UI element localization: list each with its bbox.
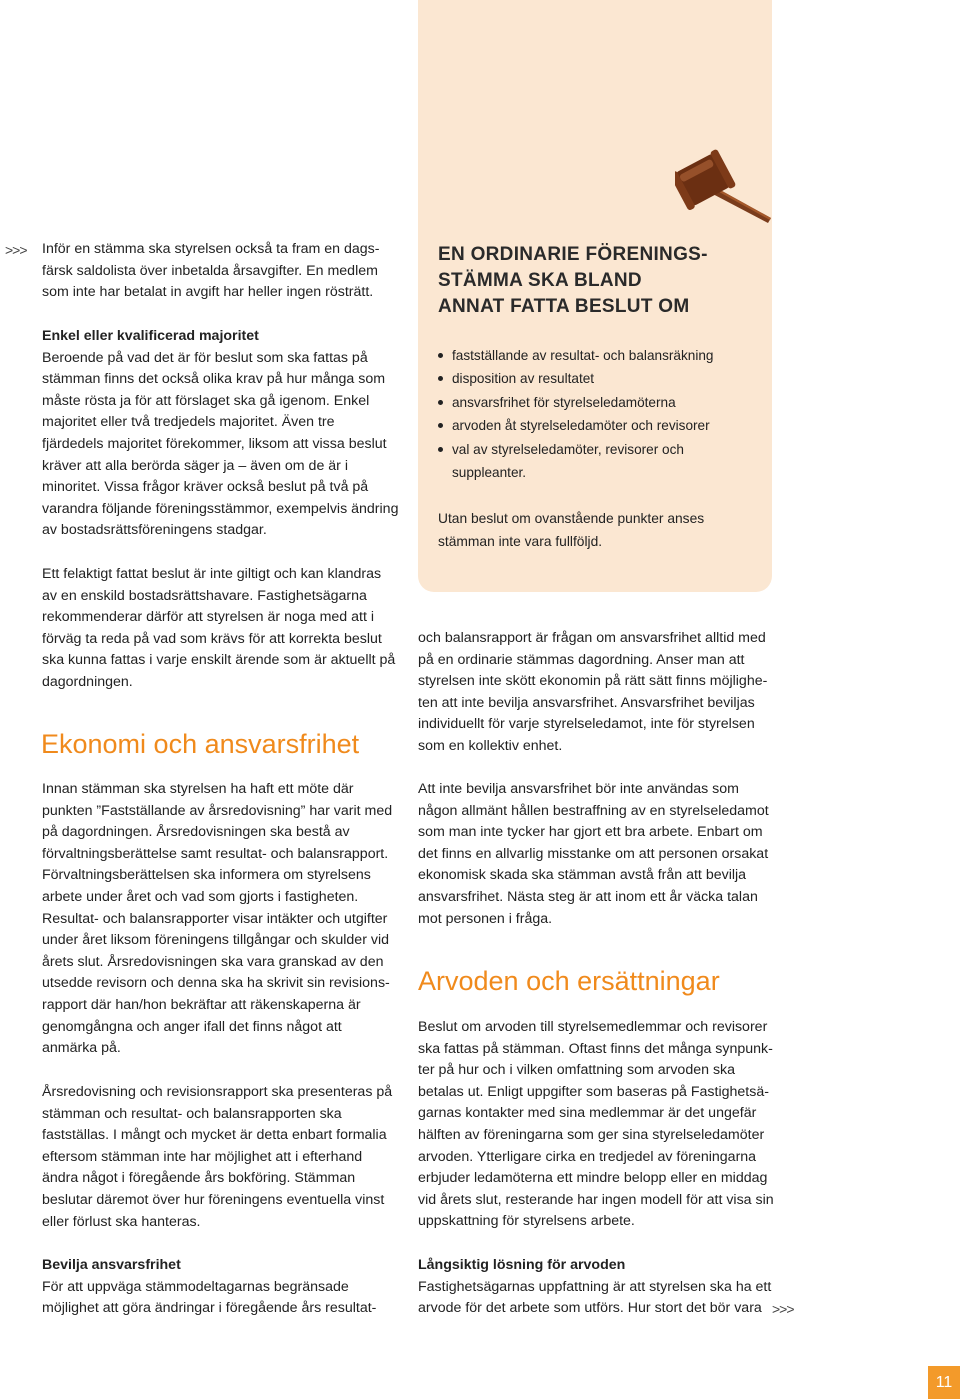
text-line: beslutar däremot över hur föreningens eventuella vinst [42, 1191, 385, 1208]
text-line: punkten ”Fastställande av årsredovisning” har varit med [42, 802, 393, 819]
panel-title-line: STÄMMA SKA BLAND [438, 270, 642, 291]
text-line: betalas ut. Enligt uppgifter som baseras på Fastighetsä- [418, 1083, 769, 1100]
section-heading-fees: Arvoden och ersättningar [418, 966, 720, 996]
text-line: ska fattas på stämman. Oftast finns det många synpunk- [418, 1040, 773, 1057]
text-line: Beroende på vad det är för beslut som ska fattas på [42, 349, 368, 366]
text-line: eller förlust ska hanteras. [42, 1213, 201, 1230]
text-line: ter på hur och i vilken omfattning som arvoden ska [418, 1062, 736, 1079]
text-line: som man inte tycker har gjort ett bra arbete. Enbart om [418, 824, 763, 841]
text-line: kräver att alla berörda säger ja – även om de är i [42, 457, 348, 474]
text-line: ekonomisk skada ska stämman avstå från att bevilja [418, 867, 747, 884]
text-line: färsk saldolista över inbetalda årsavgifter. En medlem [42, 262, 378, 279]
text-line: mot personen i fråga. [418, 910, 553, 927]
text-line: Beslut om arvoden till styrelsemedlemmar och revisorer [418, 1019, 768, 1035]
text-line: minoritet. Vissa frågor kräver också beslut på två på [42, 479, 369, 496]
text-line: ten att inte bevilja ansvarsfrihet. Ansvarsfrihet beviljas [418, 694, 755, 711]
text-line: möjlighet att göra ändringar i föregående års resultat- [42, 1300, 377, 1317]
text-line: ska kunna fattas i varje enskilt ärende som är aktuellt på [42, 652, 396, 669]
continue-arrows-right: >>> [772, 1301, 794, 1317]
panel-title-line: ANNAT FATTA BESLUT OM [438, 296, 690, 317]
text-line: Fastighetsägarnas uppfattning är att styrelsen ska ha ett [418, 1278, 772, 1295]
text-line: anmärka på. [42, 1040, 121, 1057]
text-line: som inte har betalat in avgift har heller ingen rösträtt. [42, 284, 374, 301]
text-line: vid årets slut, resterande har ingen modell för att visa sin [418, 1191, 774, 1208]
text-line: Förvaltningsberättelsen ska informera om styrelsens [42, 867, 371, 884]
text-line: eftersom stämman inte har möjlighet att i efterhand [42, 1148, 363, 1165]
economy-paragraph [42, 779, 417, 1060]
panel-list-item: ansvarsfrihet för styrelseledamöterna [438, 391, 758, 414]
text-line: genomgångna och anger ifall det finns något att [42, 1018, 342, 1035]
text-line: erbjuder ledamöterna ett mindre belopp eller en middag [418, 1170, 768, 1187]
longterm-section [418, 1255, 798, 1320]
text-line: arvoden. Ytterligare cirka en tredjedel av föreningarna [418, 1148, 757, 1165]
text-line: på dagordningen. Årsredovisningen ska bestå av [42, 824, 350, 841]
text-line: uppskattning för styrelsens arbete. [418, 1213, 635, 1230]
text-line: Inför en stämma ska styrelsen också ta fram en dags- [42, 241, 380, 257]
fees-paragraph [418, 1017, 798, 1233]
text-line: av bostadsrättsföreningens stadgar. [42, 522, 267, 539]
continue-arrows-left: >>> [5, 242, 27, 258]
balance-paragraph [418, 628, 798, 758]
text-line: varandra följande föreningsstämmor, exempelvis ändring [42, 500, 399, 517]
section-heading-economy: Ekonomi och ansvarsfrihet [41, 729, 360, 759]
page-number: 11 [928, 1366, 960, 1399]
majority-heading: Enkel eller kvalificerad majoritet [42, 328, 259, 344]
text-line: som en kollektiv enhet. [418, 737, 563, 754]
text-line: utsedde revisorn och denna ska ha skrivit sin revisions- [42, 975, 390, 992]
text-line: under året liksom föreningens tillgångar och skulder vid [42, 932, 389, 949]
text-line: det finns en allvarlig misstanke om att personen orsakat [418, 845, 769, 862]
grant-heading: Bevilja ansvarsfrihet [42, 1257, 181, 1273]
panel-list-item: arvoden åt styrelseledamöter och revisorer [438, 414, 758, 437]
panel-list-item: disposition av resultatet [438, 367, 758, 390]
grant-section [42, 1255, 417, 1320]
majority-section [42, 326, 417, 542]
text-line: på en ordinarie stämmas dagordning. Anser man att [418, 651, 745, 668]
text-line: Att inte bevilja ansvarsfrihet bör inte användas som [418, 781, 739, 797]
text-line: rekommenderar därför att styrelsen är noga med att i [42, 609, 374, 626]
text-line: årets slut. Årsredovisningen ska vara granskad av den [42, 953, 384, 970]
text-line: dagordningen. [42, 673, 133, 690]
text-line: måste rösta ja för att förslaget ska gå igenom. Enkel [42, 392, 370, 409]
panel-list [438, 344, 758, 484]
text-line: styrelsen inte skött ekonomin på rätt sätt finns möjlighe- [418, 673, 768, 690]
invalid-decision-paragraph [42, 564, 417, 694]
text-line: Ett felaktigt fattat beslut är inte giltigt och kan klandras [42, 566, 382, 582]
text-line: förväg ta reda på vad som krävs för att korrekta beslut [42, 630, 382, 647]
text-line: och balansrapport är frågan om ansvarsfrihet alltid med [418, 630, 766, 646]
longterm-heading: Långsiktig lösning för arvoden [418, 1257, 626, 1273]
panel-note [438, 507, 748, 553]
text-line: arvode för det arbete som utförs. Hur stort det bör vara [418, 1300, 762, 1317]
not-grant-paragraph [418, 779, 798, 930]
gavel-icon [675, 142, 775, 237]
text-line: stämman inte vara fullföljd. [438, 534, 603, 549]
intro-paragraph [42, 239, 412, 304]
text-line: förvaltningsberättelse samt resultat- och balansrapport. [42, 845, 389, 862]
text-line: rapport där han/hon bekräftar att räkenskaperna är [42, 996, 361, 1013]
text-line: Resultat- och balansrapporter visar intäkter och utgifter [42, 910, 388, 927]
panel-list-item: fastställande av resultat- och balansräkning [438, 344, 758, 367]
text-line: individuellt för varje styrelseledamot, inte för styrelsen [418, 716, 755, 733]
text-line: någon allmänt hållen bestraffning av en styrelseledamot [418, 802, 769, 819]
text-line: För att uppväga stämmodeltagarnas begränsade [42, 1278, 349, 1295]
text-line: ansvarsfrihet. Nästa steg är att inom ett år väcka talan [418, 888, 758, 905]
text-line: Innan stämman ska styrelsen ha haft ett möte där [42, 781, 354, 797]
text-line: fastställas. I mångt och mycket är detta enbart formalia [42, 1127, 387, 1144]
text-line: ändra något i föregående års bokföring. Stämman [42, 1170, 356, 1187]
text-line: majoritet eller två tredjedels majoritet. Även tre [42, 414, 335, 431]
text-line: garnas kontakter med sina medlemmar är det ungefär [418, 1105, 757, 1122]
panel-list-item: val av styrelseledamöter, revisorer och suppleanter. [438, 438, 702, 485]
text-line: stämman och resultat- och balansrapporten ska [42, 1105, 342, 1122]
text-line: av en enskild bostadsrättshavare. Fastighetsägarna [42, 587, 367, 604]
text-line: Utan beslut om ovanstående punkter anses [438, 511, 705, 526]
text-line: fjärdedels majoritet förekommer, liksom att vissa beslut [42, 435, 387, 452]
text-line: Årsredovisning och revisionsrapport ska presenteras på [42, 1084, 393, 1100]
presented-paragraph [42, 1082, 417, 1233]
panel-title-line: EN ORDINARIE FÖRENINGS- [438, 244, 708, 265]
text-line: arbete under året och vad som gjorts i fastigheten. [42, 888, 359, 905]
text-line: hälften av föreningarna som ger sina styrelseledamöter [418, 1126, 765, 1143]
panel-title [438, 242, 758, 320]
text-line: stämman finns det också olika krav på hur många som [42, 371, 386, 388]
